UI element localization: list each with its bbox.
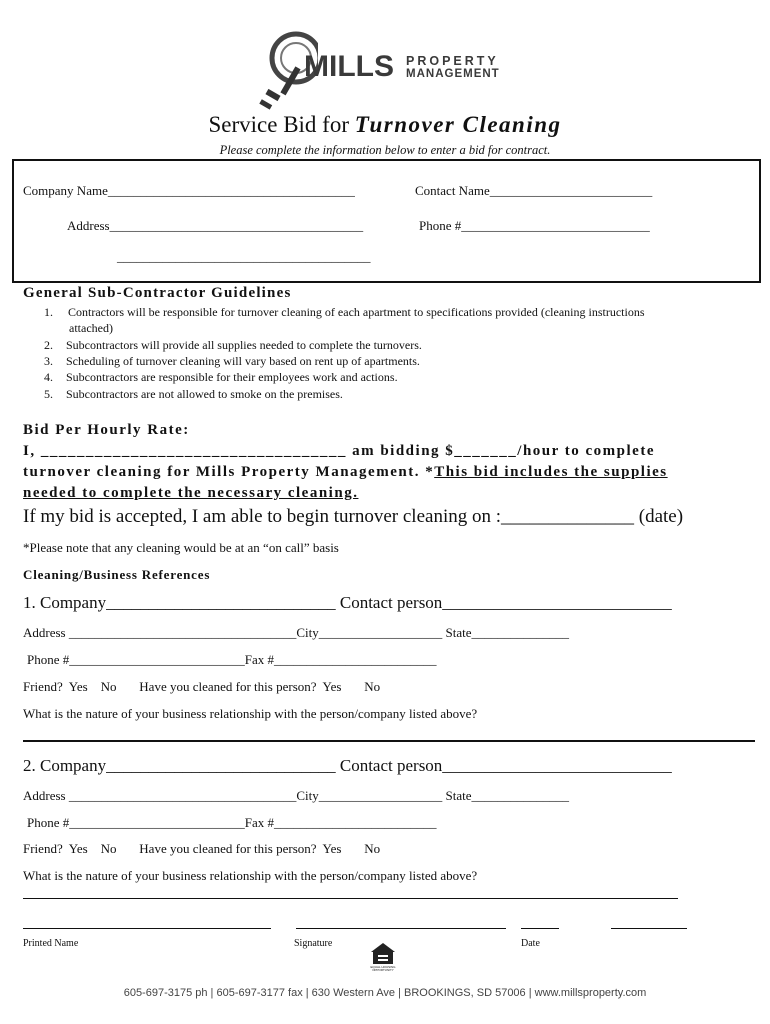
- logo-subtitle-management: MANAGEMENT: [406, 68, 500, 80]
- guideline-number: 2.: [44, 338, 53, 352]
- guideline-number: 5.: [44, 387, 53, 401]
- company-name-label: Company Name: [23, 183, 108, 198]
- company-logo: [258, 30, 528, 112]
- signature-line[interactable]: [296, 928, 506, 929]
- address-blank[interactable]: _______________________________________: [109, 218, 364, 233]
- company-name-blank[interactable]: ______________________________________: [107, 183, 355, 198]
- section-divider: [23, 740, 755, 742]
- bid-supplies-note: This bid includes the supplies: [434, 464, 668, 480]
- logo-subtitle-property: PROPERTY: [406, 54, 499, 68]
- footer-contact-info: 605-697-3175 ph | 605-697-3177 fax | 630 Western Ave | BROOKINGS, SD 57006 | www.millsproperty.com: [123, 987, 647, 999]
- address-field[interactable]: [67, 218, 363, 234]
- address-line-2-blank[interactable]: _______________________________________: [117, 249, 371, 264]
- printed-name-label: Printed Name: [23, 938, 79, 949]
- date-line[interactable]: [521, 928, 559, 929]
- on-call-note: *Please note that any cleaning would be at an “on call” basis: [23, 540, 339, 555]
- guideline-number: 1.: [44, 305, 53, 319]
- equal-housing-text: EQUAL HOUSING OPPORTUNITY: [370, 965, 396, 972]
- contact-name-label: Contact Name: [415, 183, 490, 198]
- guidelines-heading: General Sub-Contractor Guidelines: [23, 285, 292, 301]
- contact-name-field[interactable]: [415, 183, 652, 199]
- equal-housing-icon: [370, 942, 396, 972]
- signature-label: Signature: [294, 938, 333, 949]
- page-subtitle: Please complete the information below to enter a bid for contract.: [219, 143, 551, 157]
- guideline-text: Subcontractors are not allowed to smoke on the premises.: [66, 387, 343, 401]
- guideline-text: Subcontractors will provide all supplies needed to complete the turnovers.: [66, 338, 422, 352]
- guideline-item: [44, 370, 398, 385]
- reference-1-phone-line[interactable]: Phone #___________________________Fax #_________________________: [27, 652, 437, 667]
- address-label: Address: [67, 218, 110, 233]
- guideline-item: [44, 387, 343, 402]
- bid-statement-line: [23, 464, 668, 481]
- logo-word: MILLS: [304, 50, 394, 83]
- guideline-item: [44, 354, 420, 369]
- phone-blank[interactable]: _____________________________: [461, 218, 650, 233]
- phone-field[interactable]: [419, 218, 650, 234]
- bid-supplies-note-continued: needed to complete the necessary cleaning.: [23, 485, 359, 501]
- reference-2-nature-question: What is the nature of your business relationship with the person/company listed above?: [23, 868, 478, 883]
- reference-1-nature-question: What is the nature of your business relationship with the person/company listed above?: [23, 706, 478, 721]
- bid-rate-line[interactable]: I, __________________________________ am bidding $_______/hour to complete: [23, 443, 655, 459]
- guideline-number: 3.: [44, 354, 53, 368]
- guideline-text: Scheduling of turnover cleaning will vary based on rent up of apartments.: [66, 354, 420, 368]
- guideline-item: [44, 305, 645, 320]
- reference-2-friend-line[interactable]: Friend? Yes No Have you cleaned for this person? Yes No: [23, 841, 381, 856]
- printed-name-line[interactable]: [23, 928, 271, 929]
- reference-1-friend-line[interactable]: Friend? Yes No Have you cleaned for this person? Yes No: [23, 679, 381, 694]
- reference-1-company-line[interactable]: 1. Company___________________________ Contact person___________________________: [23, 593, 672, 612]
- reference-2-phone-line[interactable]: Phone #___________________________Fax #_________________________: [27, 815, 437, 830]
- title-emphasis: Turnover Cleaning: [354, 112, 562, 137]
- reference-1-address-line[interactable]: Address ___________________________________City___________________ State_______________: [23, 625, 569, 640]
- reference-2-address-line[interactable]: Address ___________________________________City___________________ State_______________: [23, 788, 569, 803]
- reference-2-nature-answer-line[interactable]: [23, 898, 678, 899]
- guideline-number: 4.: [44, 370, 53, 384]
- guideline-text: Subcontractors are responsible for their employees work and actions.: [66, 370, 398, 384]
- phone-label: Phone #: [419, 218, 462, 233]
- start-date-line[interactable]: If my bid is accepted, I am able to begin turnover cleaning on :______________ (date): [23, 506, 684, 527]
- bid-statement-text: turnover cleaning for Mills Property Management. *: [23, 464, 435, 480]
- guideline-continuation: attached): [69, 321, 113, 335]
- contact-name-blank[interactable]: _________________________: [489, 183, 653, 198]
- references-heading: Cleaning/Business References: [23, 567, 211, 582]
- page-title: [0, 112, 770, 138]
- guideline-item: [44, 338, 422, 353]
- reference-2-company-line[interactable]: 2. Company___________________________ Contact person___________________________: [23, 756, 672, 775]
- date-label: Date: [521, 938, 540, 949]
- title-prefix: Service Bid for: [208, 112, 355, 137]
- bid-heading: Bid Per Hourly Rate:: [23, 422, 190, 438]
- guideline-text: Contractors will be responsible for turnover cleaning of each apartment to specifications provided (cleaning instructions: [68, 305, 645, 319]
- date-line-extension[interactable]: [611, 928, 687, 929]
- company-name-field[interactable]: [23, 183, 355, 199]
